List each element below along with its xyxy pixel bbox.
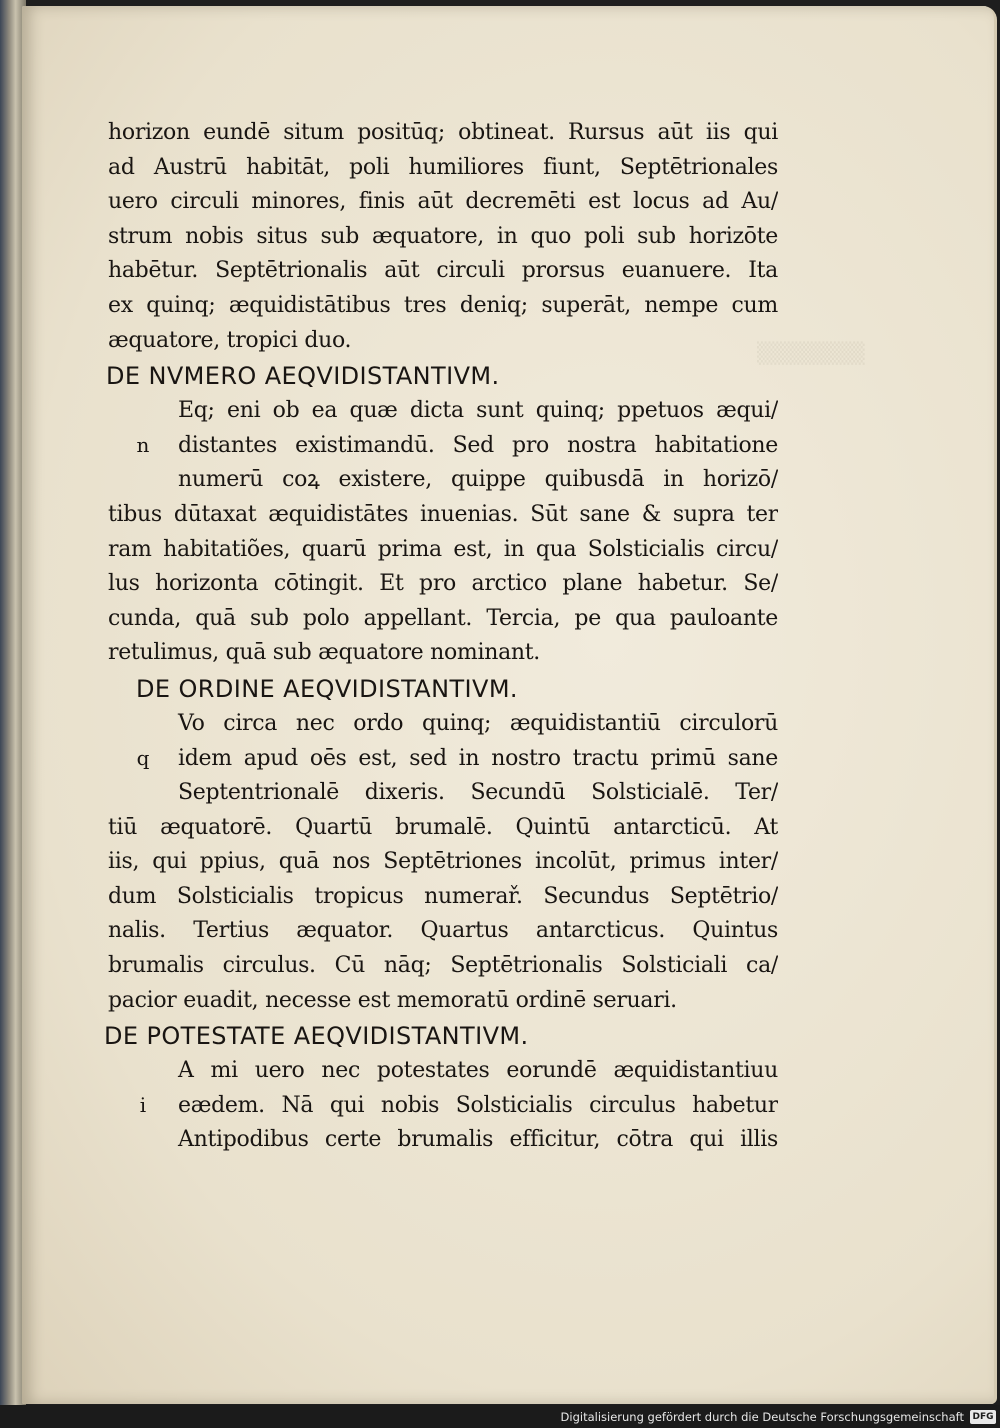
paragraph-3 bbox=[108, 707, 778, 1018]
text-line: Vo circa nec ordo quinq; æquidistantiū circulorū bbox=[178, 710, 778, 736]
guide-letter: i bbox=[139, 1093, 147, 1118]
text-line: horizon eundē situm positūq; obtineat. Rursus aūt iis qui bbox=[108, 120, 778, 145]
text-line: cunda, quā sub polo appellant. Tercia, pe qua pauloante bbox=[108, 605, 778, 631]
text-line: brumalis circulus. Cū nāq; Septētrionalis Solsticiali ca/ bbox=[108, 953, 778, 979]
text-line: nalis. Tertius æquator. Quartus antarcticus. Quintus bbox=[108, 918, 778, 944]
text-line: A mi uero nec potestates eorundē æquidistantiuu bbox=[178, 1058, 778, 1084]
text-line: idem apud oēs est, sed in nostro tractu primū sane bbox=[178, 745, 778, 771]
text-line: strum nobis situs sub æquatore, in quo poli sub horizōte bbox=[108, 223, 778, 249]
text-line: tiū æquatorē. Quartū brumalē. Quintū antarcticū. At bbox=[108, 814, 778, 840]
text-line: Eq; eni ob ea quæ dicta sunt quinq; ppetuos æqui/ bbox=[178, 398, 778, 424]
text-line: habētur. Septētrionalis aūt circuli prorsus euanuere. Ita bbox=[108, 258, 778, 284]
text-line: pacior euadit, necesse est memoratū ordinē seruari. bbox=[108, 987, 677, 1013]
footer-credit: Digitalisierung gefördert durch die Deutsche Forschungsgemeinschaft bbox=[560, 1409, 964, 1424]
text-line: tibus dūtaxat æquidistātes inuenias. Sūt sane & supra ter bbox=[108, 501, 778, 527]
paragraph-4 bbox=[108, 1054, 778, 1158]
page-text bbox=[104, 116, 778, 1158]
section-heading: DE ORDINE AEQVIDISTANTIVM. bbox=[136, 674, 518, 703]
text-line: iis, qui ppius, quā nos Septētriones incolūt, primus inter/ bbox=[108, 849, 778, 875]
text-line: numerū coꝝ existere, quippe quibusdā in horizō/ bbox=[178, 467, 778, 493]
text-line: ex quinq; æquidistātibus tres deniq; superāt, nempe cum bbox=[108, 292, 778, 318]
guide-letter: q bbox=[136, 745, 150, 770]
digitization-footer bbox=[0, 1405, 1000, 1428]
text-line: Antipodibus certe brumalis efficitur, cōtra qui illis bbox=[178, 1127, 778, 1153]
text-line: ad Austrū habitāt, poli humiliores fiunt, Septētrionales bbox=[108, 154, 778, 180]
text-line: retulimus, quā sub æquatore nominant. bbox=[108, 640, 540, 666]
section-heading: DE NVMERO AEQVIDISTANTIVM. bbox=[106, 362, 500, 391]
paragraph-2 bbox=[108, 394, 778, 671]
dfg-logo-icon: DFG bbox=[970, 1410, 996, 1424]
text-line: lus horizonta cōtingit. Et pro arctico plane habetur. Se/ bbox=[108, 571, 778, 597]
text-line: ram habitatiões, quarū prima est, in qua Solsticialis circu/ bbox=[108, 536, 778, 562]
text-line: dum Solsticialis tropicus numerař. Secundus Septētrio/ bbox=[108, 883, 778, 909]
section-heading: DE POTESTATE AEQVIDISTANTIVM. bbox=[104, 1022, 529, 1051]
text-line: æquatore, tropici duo. bbox=[108, 327, 352, 353]
paragraph-1 bbox=[108, 116, 778, 358]
show-through: ▒▒▒▒▒▒▒ bbox=[757, 341, 865, 365]
guide-letter: n bbox=[136, 433, 150, 458]
text-line: uero circuli minores, finis aūt decremēti est locus ad Au/ bbox=[108, 189, 778, 215]
text-line: eædem. Nā qui nobis Solsticialis circulus habetur bbox=[178, 1092, 778, 1118]
text-line: Septentrionalē dixeris. Secundū Solsticialē. Ter/ bbox=[178, 780, 778, 806]
text-line: distantes existimandū. Sed pro nostra habitatione bbox=[178, 432, 778, 458]
